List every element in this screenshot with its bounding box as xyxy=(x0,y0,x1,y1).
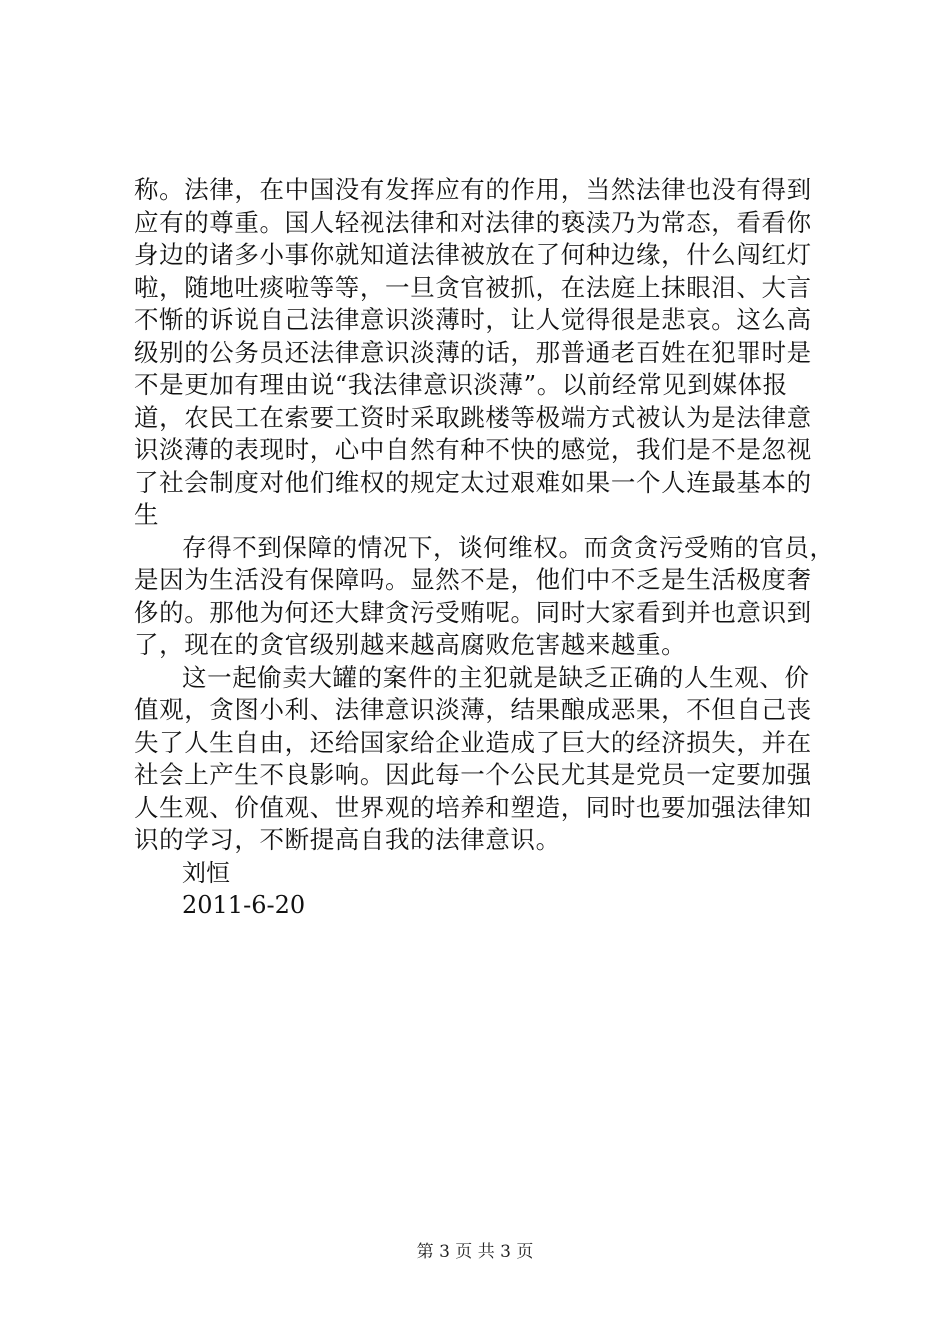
text-line: 了，现在的贪官级别越来越高腐败危害越来越重。 xyxy=(134,630,687,659)
text-line: 了社会制度对他们维权的规定太过艰难如果一个人连最基本的 xyxy=(134,467,812,497)
text-line: 值观，贪图小利、法律意识淡薄，结果酿成恶果，不但自己丧 xyxy=(134,695,812,724)
text-line: 应有的尊重。国人轻视法律和对法律的亵渎乃为常态，看看你 xyxy=(134,207,812,237)
paragraph-2 xyxy=(134,532,834,662)
document-body xyxy=(134,174,834,922)
signature-author: 刘恒 xyxy=(182,858,230,887)
text-line: 称。法律，在中国没有发挥应有的作用，当然法律也没有得到 xyxy=(134,175,812,204)
paragraph-3 xyxy=(134,662,834,857)
text-line: 级别的公务员还法律意识淡薄的话，那普通老百姓在犯罪时是 xyxy=(134,337,812,367)
text-line: 是因为生活没有保障吗。显然不是，他们中不乏是生活极度奢 xyxy=(134,565,812,594)
text-line: 人生观、价值观、世界观的培养和塑造，同时也要加强法律知 xyxy=(134,792,812,822)
text-line: 身边的诸多小事你就知道法律被放在了何种边缘，什么闯红灯 xyxy=(134,240,812,269)
text-line: 生 xyxy=(134,500,160,529)
page-footer: 第 3 页 共 3 页 xyxy=(416,1242,534,1262)
text-line: 道，农民工在索要工资时采取跳楼等极端方式被认为是法律意 xyxy=(134,402,812,432)
text-line: 这一起偷卖大罐的案件的主犯就是缺乏正确的人生观、价 xyxy=(182,662,810,692)
text-line: 识的学习，不断提高自我的法律意识。 xyxy=(134,825,561,854)
text-line: 失了人生自由，还给国家给企业造成了巨大的经济损失，并在 xyxy=(134,727,812,757)
text-line: 社会上产生不良影响。因此每一个公民尤其是党员一定要加强 xyxy=(134,760,812,789)
text-line: 不惭的诉说自己法律意识淡薄时，让人觉得很是悲哀。这么高 xyxy=(134,305,812,334)
text-line: 存得不到保障的情况下，谈何维权。而贪贪污受贿的官员， xyxy=(182,532,835,562)
text-line: 啦，随地吐痰啦等等，一旦贪官被抓，在法庭上抹眼泪、大言 xyxy=(134,272,812,302)
text-line: 不是更加有理由说“我法律意识淡薄”。以前经常见到媒体报 xyxy=(134,370,788,399)
paragraph-1 xyxy=(134,174,834,532)
signature-date: 2011-6-20 xyxy=(182,891,306,919)
text-line: 侈的。那他为何还大肆贪污受贿呢。同时大家看到并也意识到 xyxy=(134,597,812,627)
text-line: 识淡薄的表现时，心中自然有种不快的感觉，我们是不是忽视 xyxy=(134,435,812,464)
